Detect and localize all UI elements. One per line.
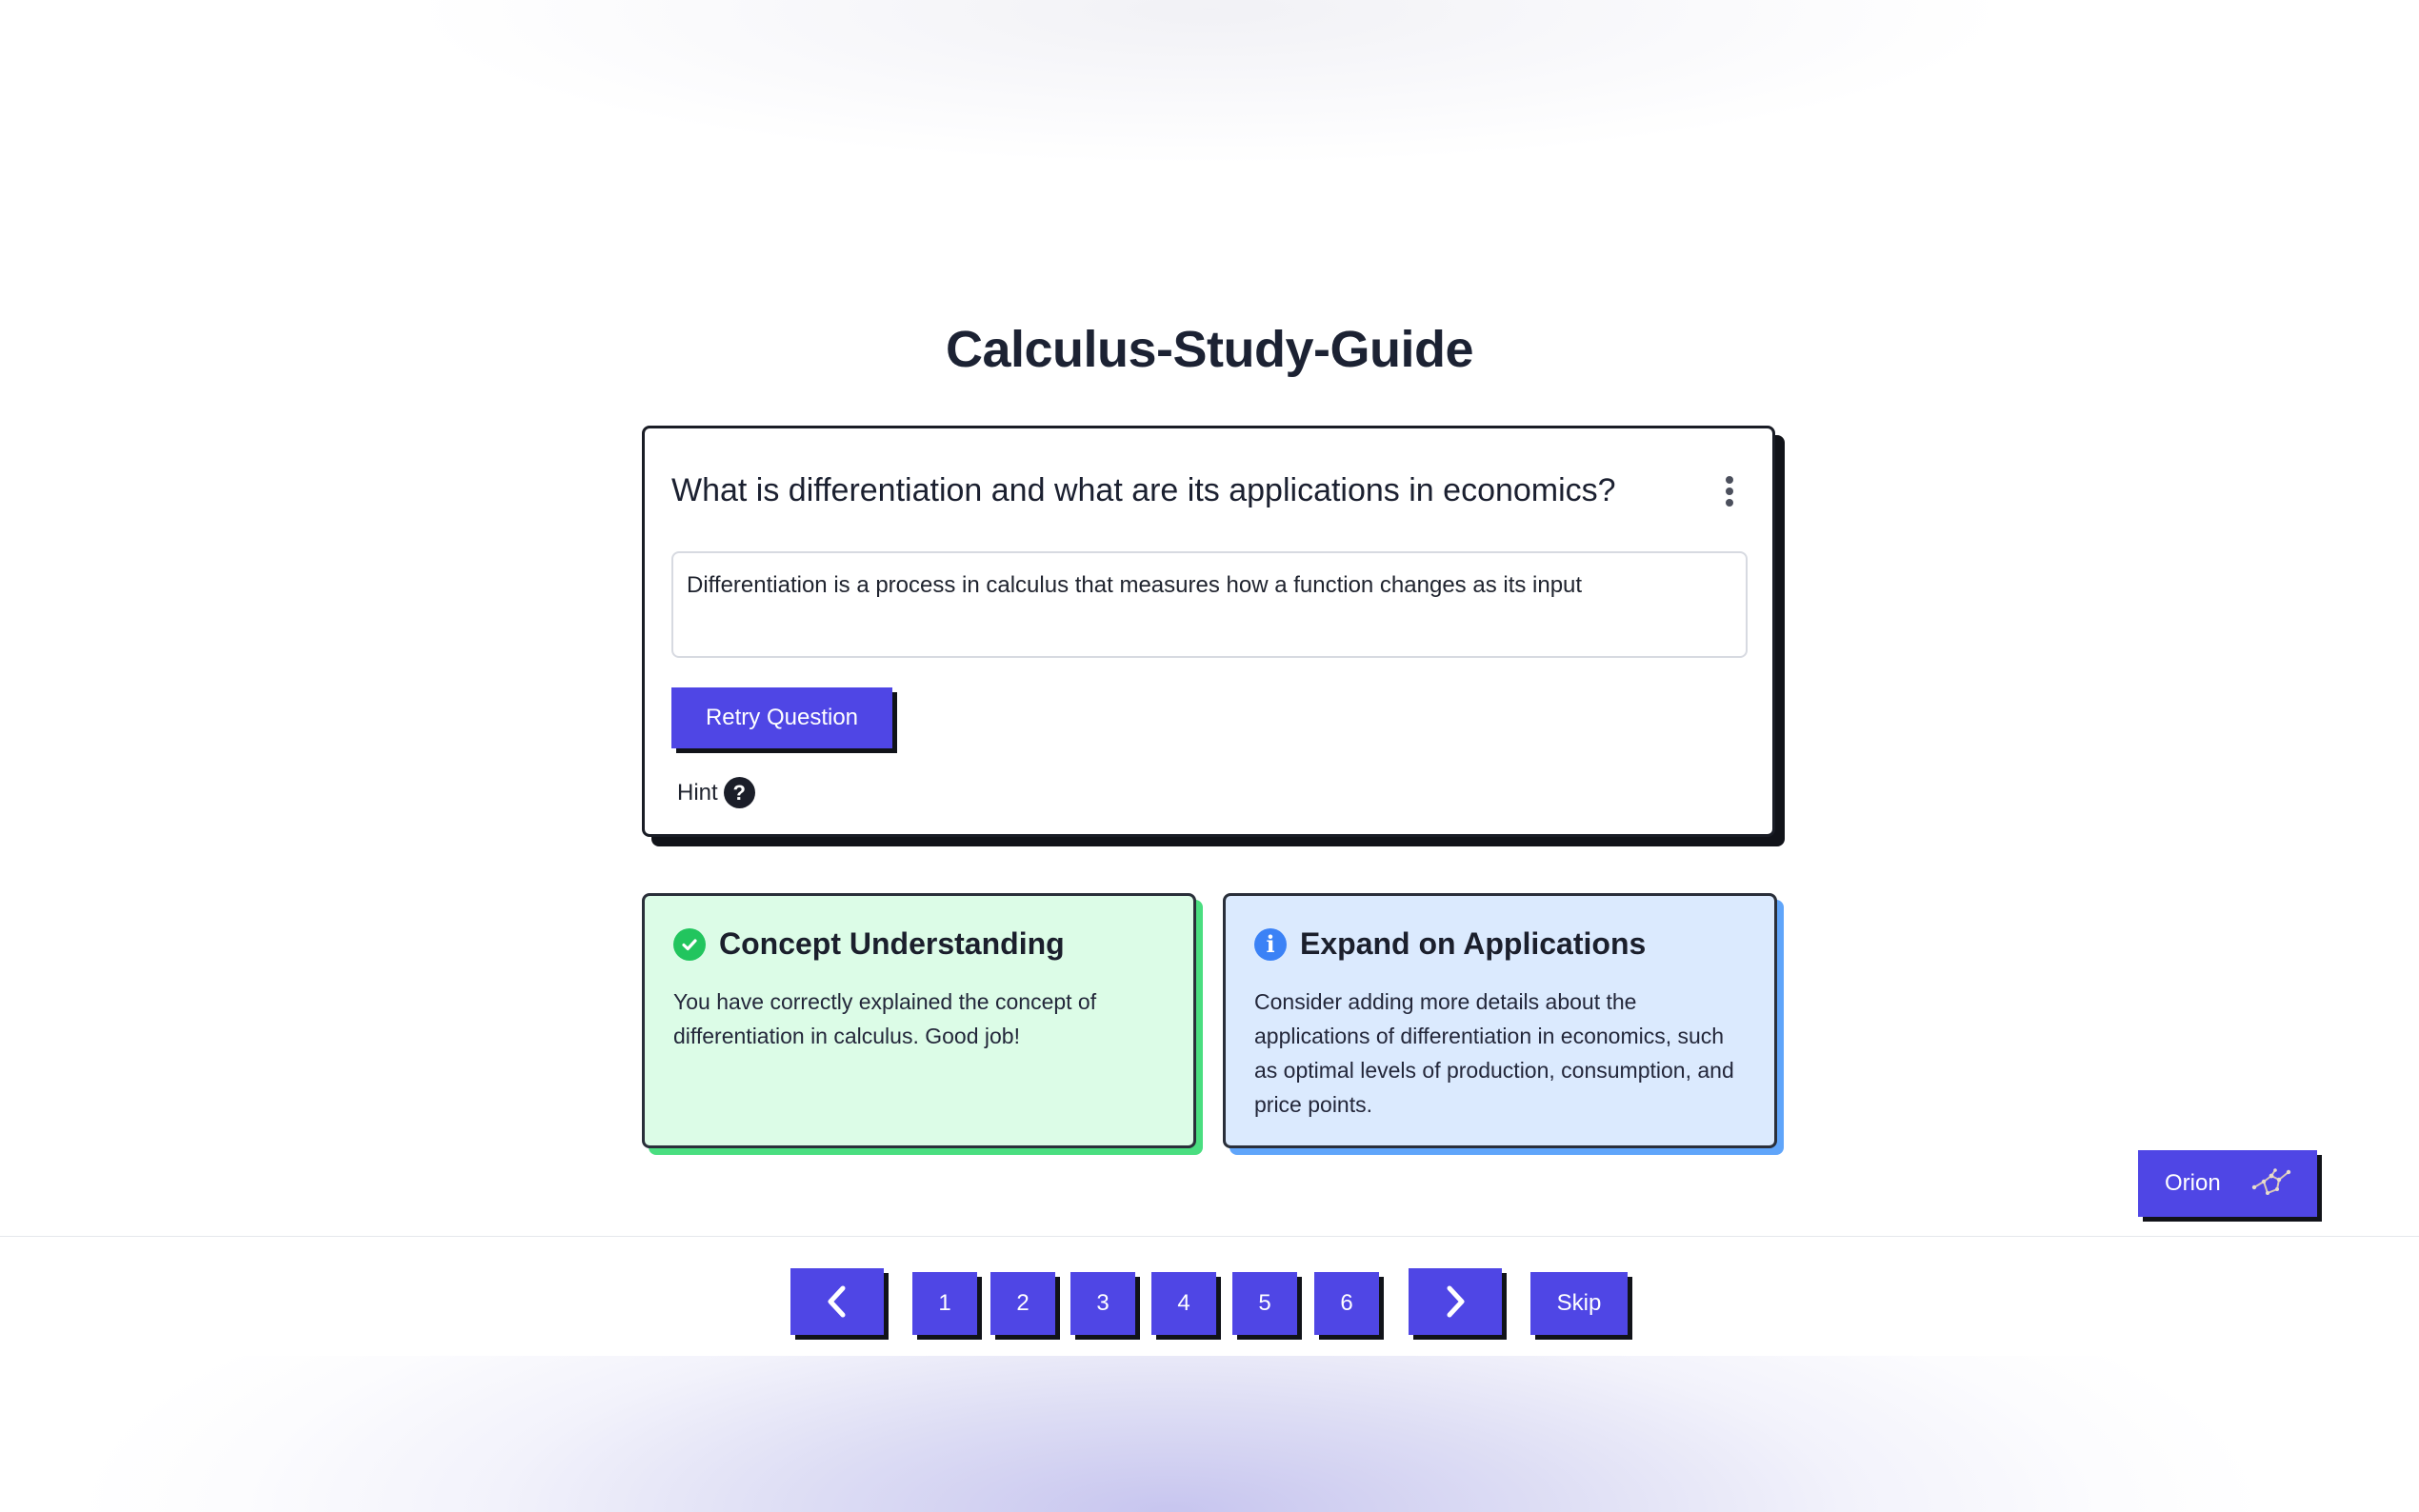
feedback-header [1254,926,1746,962]
page-button-6[interactable]: 6 [1314,1272,1379,1335]
top-background-glow [429,0,1990,162]
page-button-4[interactable]: 4 [1151,1272,1216,1335]
orion-assistant-button[interactable] [2138,1150,2317,1217]
chevron-left-icon [825,1284,850,1319]
retry-question-button[interactable]: Retry Question [671,687,892,748]
info-circle-icon: i [1254,928,1287,961]
footer-divider [0,1236,2419,1237]
next-question-button[interactable] [1409,1268,1502,1335]
hint-toggle[interactable] [677,777,755,808]
chevron-right-icon [1443,1284,1468,1319]
orion-constellation-icon [2250,1166,2292,1205]
bottom-background-gradient [0,1356,2419,1512]
page-button-5[interactable]: 5 [1232,1272,1297,1335]
question-text: What is differentiation and what are its applications in economics? [671,472,1616,508]
feedback-header [673,926,1165,962]
page-title: Calculus-Study-Guide [945,321,1474,378]
more-vertical-icon[interactable] [1723,476,1736,508]
answer-textarea[interactable]: Differentiation is a process in calculus that measures how a function changes as its input [671,551,1748,658]
feedback-body: You have correctly explained the concept of differentiation in calculus. Good job! [673,989,1097,1048]
feedback-title: Concept Understanding [719,926,1065,961]
check-circle-icon [673,928,706,961]
question-circle-icon[interactable]: ? [724,777,755,808]
page-button-2[interactable]: 2 [990,1272,1055,1335]
question-card [642,426,1775,837]
orion-label: Orion [2165,1170,2221,1196]
feedback-body: Consider adding more details about the applications of differentiation in economics, such as optimal levels of production, consumption, and price points. [1254,989,1734,1117]
feedback-title: Expand on Applications [1300,926,1647,961]
feedback-card-concept-understanding [642,893,1196,1148]
previous-question-button[interactable] [790,1268,884,1335]
page-button-1[interactable]: 1 [912,1272,977,1335]
hint-label: Hint [677,779,718,806]
page-button-3[interactable]: 3 [1070,1272,1135,1335]
feedback-card-expand-applications [1223,893,1777,1148]
skip-button[interactable]: Skip [1530,1272,1628,1335]
